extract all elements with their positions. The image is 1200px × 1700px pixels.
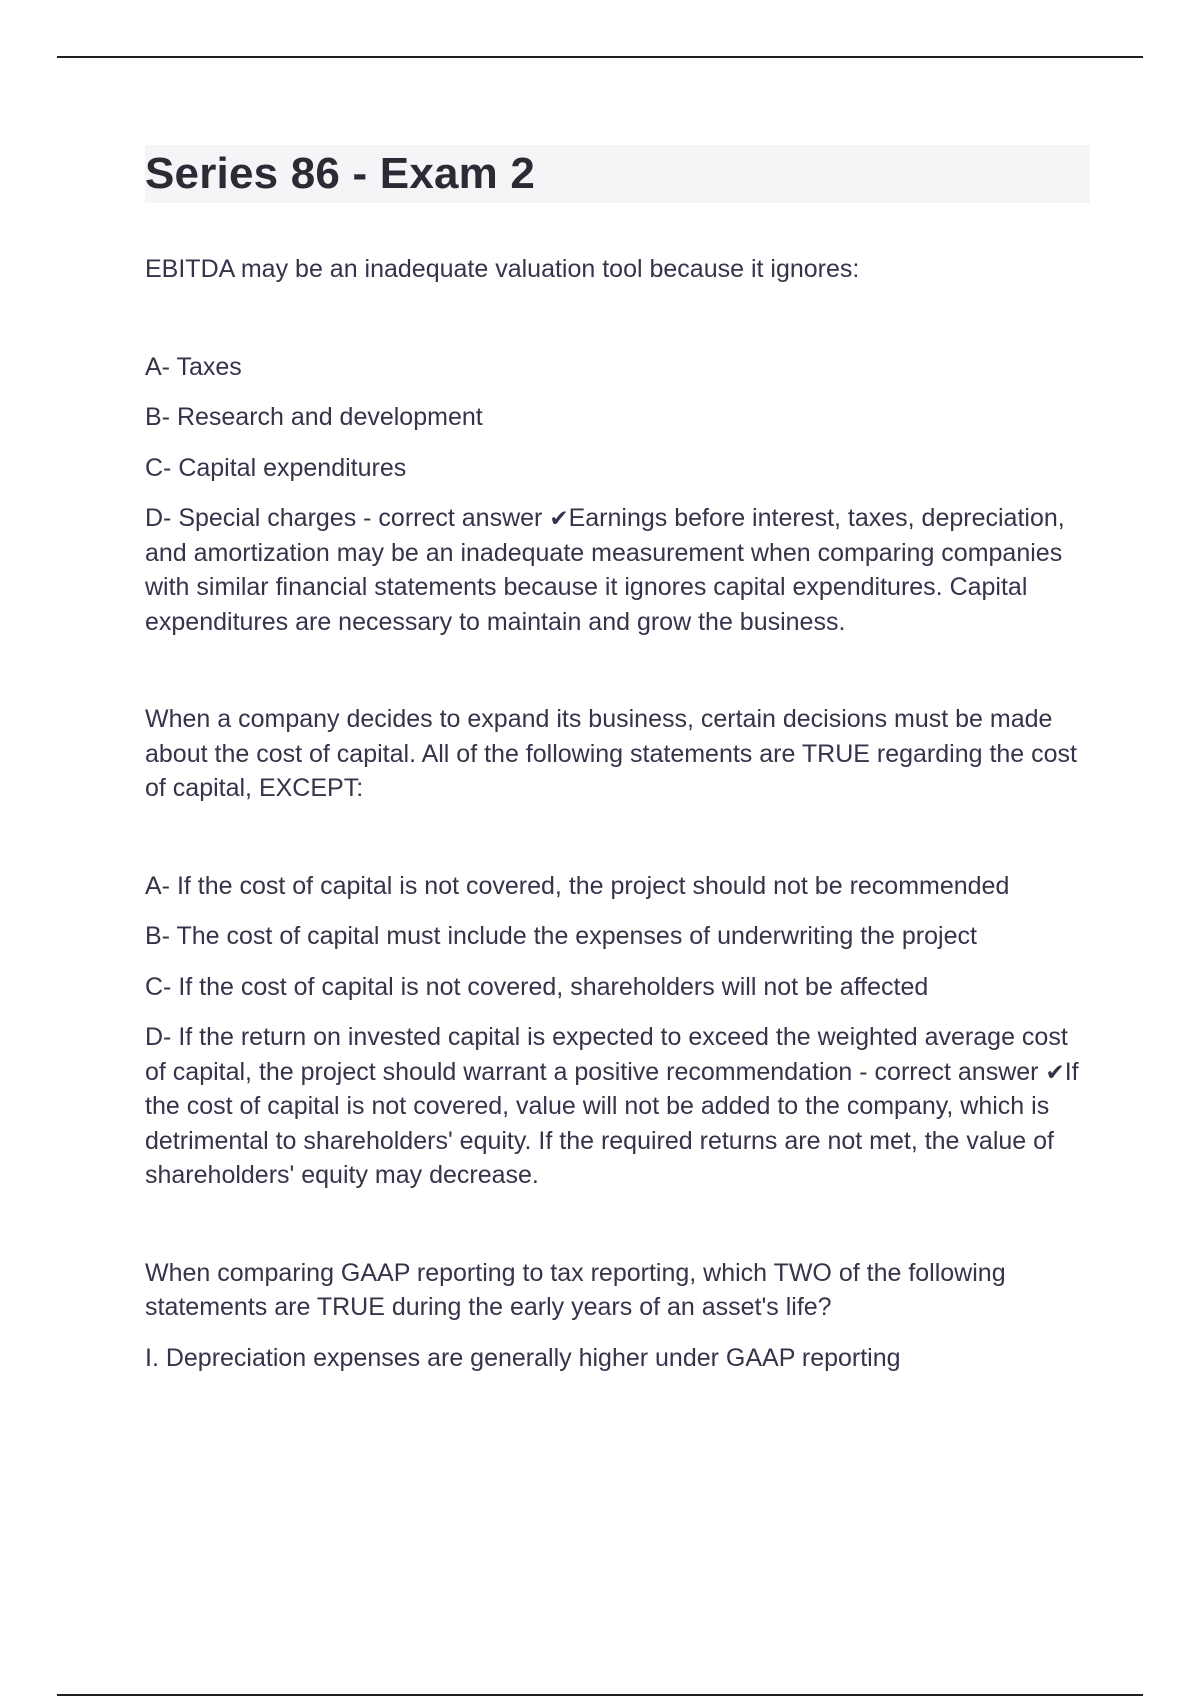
question-1-options bbox=[145, 350, 1090, 640]
question-2-option-a: A- If the cost of capital is not covered, the project should not be recommended bbox=[145, 871, 1010, 900]
question-1-option-d-label: D- Special charges - correct answer bbox=[145, 504, 550, 532]
question-1-option-d bbox=[145, 501, 1090, 639]
question-1-text: EBITDA may be an inadequate valuation tool because it ignores: bbox=[145, 255, 860, 283]
checkmark-icon: ✔ bbox=[1045, 1058, 1065, 1085]
question-1-option-a: A- Taxes bbox=[145, 352, 242, 381]
title-band bbox=[145, 145, 1090, 203]
question-2-text: When a company decides to expand its business, certain decisions must be made about the cost of capital. All of the following statements are TRUE regarding the cost of capital, EXCEPT: bbox=[145, 705, 1077, 802]
question-2-options bbox=[145, 869, 1090, 1193]
question-1-explanation: Earnings before interest, taxes, depreciation, and amortization may be an inadequate measurement when comparing companies with similar financial statements because it ignores capital expenditures. Capital expenditures are necessary to maintain and grow the business. bbox=[145, 504, 1065, 636]
document-content bbox=[145, 145, 1090, 1400]
question-2-option-c: C- If the cost of capital is not covered, shareholders will not be affected bbox=[145, 972, 929, 1001]
question-2-option-d bbox=[145, 1020, 1090, 1193]
question-2-option-b: B- The cost of capital must include the expenses of underwriting the project bbox=[145, 922, 977, 950]
question-3-text: When comparing GAAP reporting to tax reporting, which TWO of the following statements are TRUE during the early years of an asset's life? bbox=[145, 1258, 1006, 1321]
question-2-option-d-label: D- If the return on invested capital is expected to exceed the weighted average cost of capital, the project should warrant a positive recommendation - correct answer bbox=[145, 1023, 1068, 1086]
question-3-statement-1: I. Depreciation expenses are generally higher under GAAP reporting bbox=[145, 1343, 901, 1372]
top-rule bbox=[57, 56, 1143, 58]
question-1-option-b: B- Research and development bbox=[145, 403, 483, 431]
checkmark-icon: ✔ bbox=[549, 505, 569, 531]
bottom-rule bbox=[57, 1694, 1143, 1696]
document-title: Series 86 - Exam 2 bbox=[145, 149, 536, 198]
question-2-explanation: If the cost of capital is not covered, value will not be added to the company, which is detrimental to shareholders' equity. If the required returns are not met, the value of shareholders' equity may decrease. bbox=[145, 1057, 1079, 1189]
question-1-option-c: C- Capital expenditures bbox=[145, 453, 407, 482]
